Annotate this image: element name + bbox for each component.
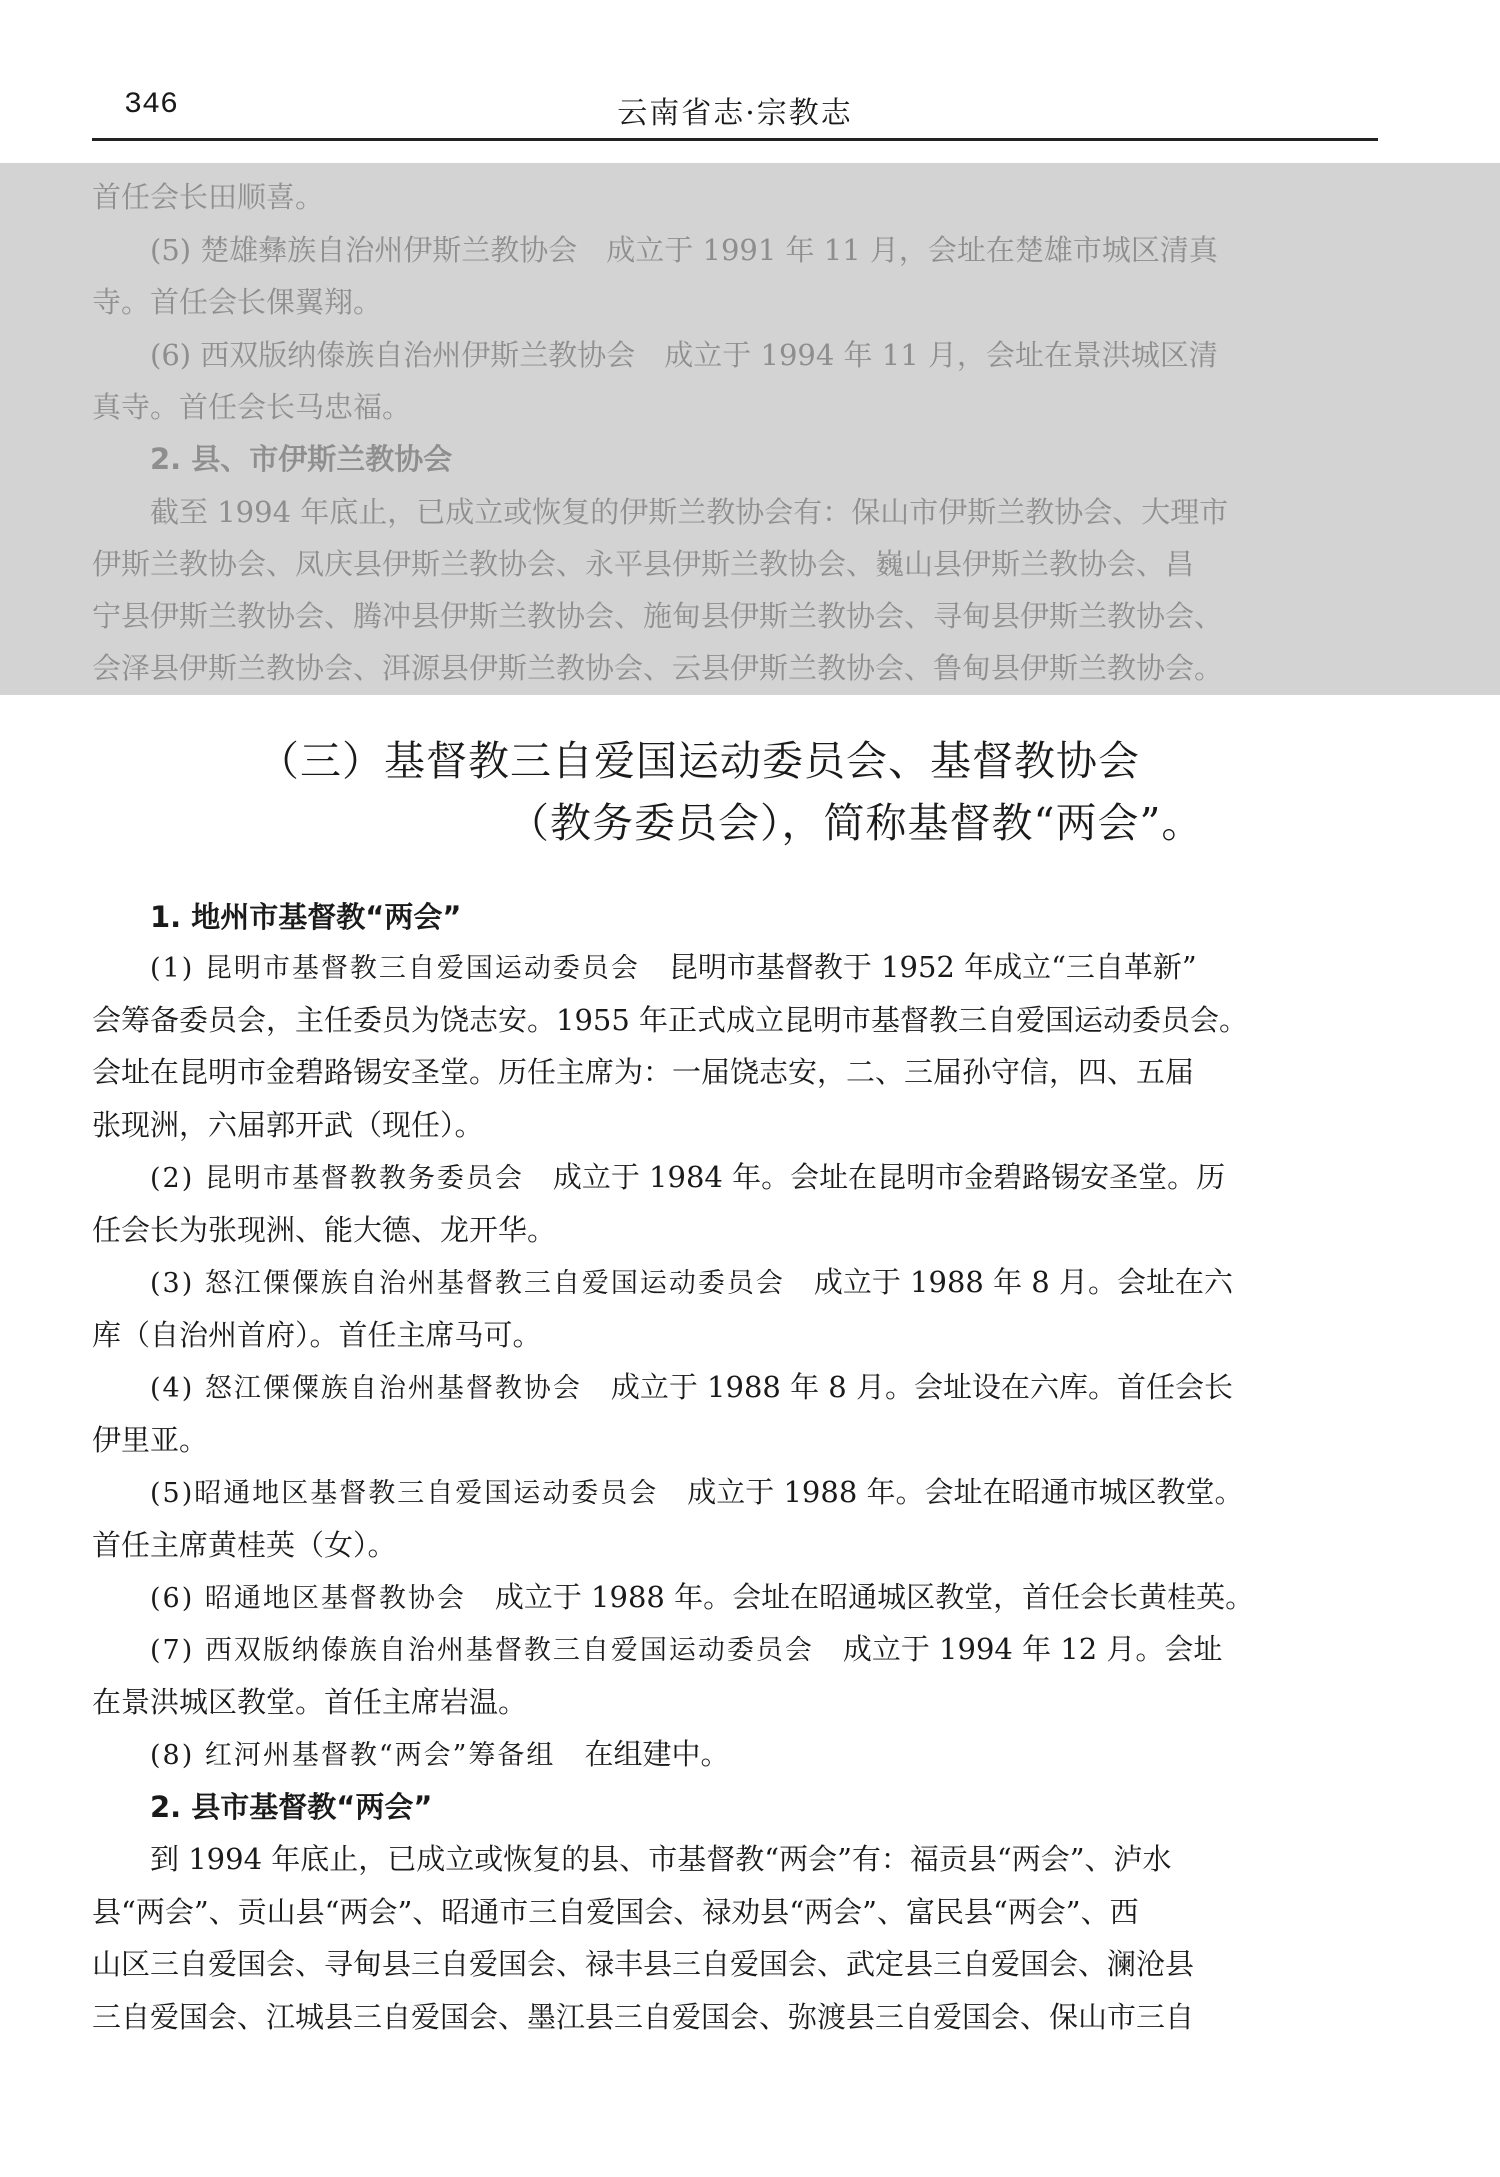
item-3-line-1	[150, 1257, 1233, 1309]
item-5-line-1	[150, 1467, 1244, 1519]
subheading-2: 2. 县市基督教“两会”	[150, 1790, 433, 1824]
page-number: 346	[124, 88, 179, 122]
item-8-line-1	[150, 1729, 729, 1781]
item-7-org-name: (7) 西双版纳傣族自治州基督教三自爱国运动委员会	[150, 1635, 814, 1666]
item-2-org-name: (2) 昆明市基督教教务委员会	[150, 1163, 524, 1194]
item-2-line-2: 任会长为张现洲、能大德、龙开华。	[92, 1213, 557, 1247]
item-6-line-1	[150, 1572, 1254, 1624]
item-4-org-name: (4) 怒江傈僳族自治州基督教协会	[150, 1373, 582, 1404]
item-1-org-name: (1) 昆明市基督教三自爱国运动委员会	[150, 953, 640, 984]
item-8-org-name: (8) 红河州基督教“两会”筹备组	[150, 1740, 556, 1771]
item-1-text: 昆明市基督教于 1952 年成立“三自革新”	[639, 950, 1197, 984]
item-4-line-2: 伊里亚。	[92, 1423, 209, 1457]
para-2-line-4: 三自爱国会、江城县三自爱国会、墨江县三自爱国会、弥渡县三自爱国会、保山市三自	[92, 2000, 1195, 2034]
shaded-line-8: 伊斯兰教协会、凤庆县伊斯兰教协会、永平县伊斯兰教协会、巍山县伊斯兰教协会、昌	[92, 547, 1195, 581]
item-4-text: 成立于 1988 年 8 月。会址设在六库。首任会长	[581, 1370, 1233, 1404]
item-5-line-2: 首任主席黄桂英（女）。	[92, 1528, 397, 1562]
item-1-line-2: 会筹备委员会，主任委员为饶志安。1955 年正式成立昆明市基督教三自爱国运动委员会。	[92, 1003, 1249, 1037]
shaded-subheading: 2. 县、市伊斯兰教协会	[150, 442, 453, 476]
section-title-line-1: （三）基督教三自爱国运动委员会、基督教协会	[258, 737, 1140, 785]
subheading-1: 1. 地州市基督教“两会”	[150, 900, 462, 934]
item-3-text: 成立于 1988 年 8 月。会址在六	[784, 1265, 1233, 1299]
item-8-text: 在组建中。	[555, 1737, 730, 1771]
item-7-text: 成立于 1994 年 12 月。会址	[813, 1632, 1223, 1666]
item-1-line-4: 张现洲，六届郭开武（现任）。	[92, 1108, 484, 1142]
item-6-org-name: (6) 昭通地区基督教协会	[150, 1583, 466, 1614]
shaded-line-1: 首任会长田顺喜。	[92, 180, 325, 214]
section-title-line-2: （教务委员会），简称基督教“两会”。	[508, 799, 1204, 847]
shaded-line-7: 截至 1994 年底止，已成立或恢复的伊斯兰教协会有：保山市伊斯兰教协会、大理市	[150, 495, 1229, 529]
item-2-text: 成立于 1984 年。会址在昆明市金碧路锡安圣堂。历	[523, 1160, 1226, 1194]
item-1-line-1	[150, 942, 1197, 994]
shaded-line-4: (6) 西双版纳傣族自治州伊斯兰教协会 成立于 1994 年 11 月，会址在景洪城区清	[150, 338, 1218, 372]
shaded-line-5: 真寺。首任会长马忠福。	[92, 390, 412, 424]
item-4-line-1	[150, 1362, 1233, 1414]
shaded-line-2: (5) 楚雄彝族自治州伊斯兰教协会 成立于 1991 年 11 月，会址在楚雄市城区清真	[150, 233, 1218, 267]
shaded-line-9: 宁县伊斯兰教协会、腾冲县伊斯兰教协会、施甸县伊斯兰教协会、寻甸县伊斯兰教协会、	[92, 599, 1224, 633]
running-title: 云南省志·宗教志	[617, 96, 853, 131]
item-5-text: 成立于 1988 年。会址在昭通市城区教堂。	[658, 1475, 1244, 1509]
para-2-line-3: 山区三自爱国会、寻甸县三自爱国会、禄丰县三自爱国会、武定县三自爱国会、澜沧县	[92, 1947, 1195, 1981]
para-2-line-2: 县“两会”、贡山县“两会”、昭通市三自爱国会、禄劝县“两会”、富民县“两会”、西	[92, 1895, 1139, 1929]
item-3-org-name: (3) 怒江傈僳族自治州基督教三自爱国运动委员会	[150, 1268, 785, 1299]
header-rule	[92, 138, 1378, 141]
shaded-line-3: 寺。首任会长倮翼翔。	[92, 285, 383, 319]
page-header	[92, 88, 1378, 140]
item-3-line-2: 库（自治州首府）。首任主席马可。	[92, 1318, 542, 1352]
item-7-line-2: 在景洪城区教堂。首任主席岩温。	[92, 1685, 528, 1719]
item-6-text: 成立于 1988 年。会址在昭通城区教堂，首任会长黄桂英。	[465, 1580, 1255, 1614]
item-5-org-name: (5)昭通地区基督教三自爱国运动委员会	[150, 1478, 659, 1509]
item-7-line-1	[150, 1624, 1222, 1676]
item-1-line-3: 会址在昆明市金碧路锡安圣堂。历任主席为：一届饶志安，二、三届孙守信，四、五届	[92, 1055, 1195, 1089]
para-2-line-1: 到 1994 年底止，已成立或恢复的县、市基督教“两会”有：福贡县“两会”、泸水	[150, 1842, 1172, 1876]
item-2-line-1	[150, 1152, 1225, 1204]
shaded-line-10: 会泽县伊斯兰教协会、洱源县伊斯兰教协会、云县伊斯兰教协会、鲁甸县伊斯兰教协会。	[92, 651, 1224, 685]
